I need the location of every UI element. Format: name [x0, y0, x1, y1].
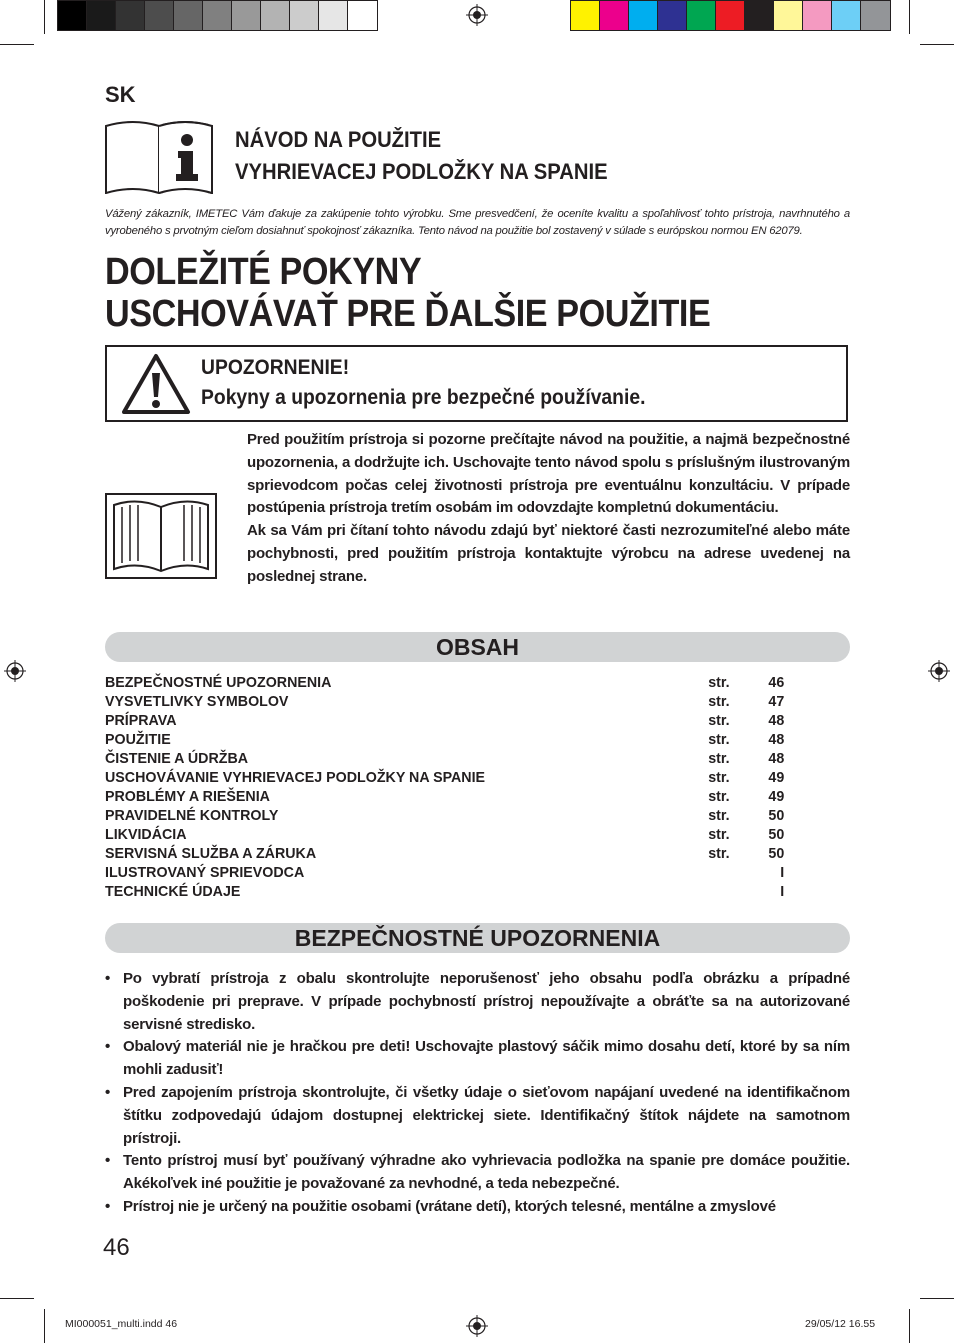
- crop-mark: [0, 1298, 34, 1299]
- color-swatch: [832, 1, 861, 30]
- toc-entry-title: BEZPEČNOSTNÉ UPOZORNENIA: [105, 674, 332, 691]
- warning-text: [201, 353, 645, 413]
- language-code: SK: [105, 82, 136, 107]
- registration-mark-icon: [466, 1315, 488, 1337]
- color-swatch: [571, 1, 600, 30]
- crop-mark: [44, 1309, 45, 1343]
- toc-entry-page: 49: [768, 788, 785, 805]
- registration-mark-icon: [928, 660, 950, 682]
- manual-title-line: VYHRIEVACEJ PODLOŽKY NA SPANIE: [235, 159, 608, 184]
- manual-title-line: NÁVOD NA POUŽITIE: [235, 127, 442, 152]
- color-swatch: [658, 1, 687, 30]
- toc-entry-page: 48: [768, 712, 785, 729]
- crop-mark: [920, 44, 954, 45]
- toc-entry-str: str.: [708, 788, 730, 805]
- toc-entry-title: VYSVETLIVKY SYMBOLOV: [105, 693, 289, 710]
- toc-entry-str: str.: [708, 674, 730, 691]
- read-instructions: [247, 429, 850, 589]
- toc-entry-str: str.: [708, 826, 730, 843]
- crop-mark: [44, 0, 45, 34]
- toc-entry-page: 47: [768, 693, 785, 710]
- color-swatch: [145, 1, 174, 30]
- toc-entry-str: str.: [708, 731, 730, 748]
- color-swatch: [58, 1, 87, 30]
- color-swatch: [716, 1, 745, 30]
- color-swatch: [687, 1, 716, 30]
- toc-entry-title: LIKVIDÁCIA: [105, 826, 187, 843]
- manual-title: [235, 124, 608, 188]
- toc-entry-title: PRAVIDELNÉ KONTROLY: [105, 807, 279, 824]
- footer-filename: MI000051_multi.indd 46: [65, 1318, 178, 1330]
- toc-row: [105, 844, 784, 863]
- color-swatch: [232, 1, 261, 30]
- table-of-contents: [105, 673, 784, 901]
- toc-entry-title: USCHOVÁVANIE VYHRIEVACEJ PODLOŽKY NA SPANIE: [105, 769, 486, 786]
- toc-entry-title: TECHNICKÉ ÚDAJE: [105, 883, 241, 900]
- main-heading-line: DOLEŽITÉ POKYNY: [105, 251, 422, 293]
- color-swatch: [861, 1, 890, 30]
- toc-entry-page: 50: [768, 807, 785, 824]
- safety-heading: BEZPEČNOSTNÉ UPOZORNENIA: [105, 923, 850, 953]
- toc-row: [105, 768, 784, 787]
- toc-row: [105, 882, 784, 901]
- crop-mark: [909, 1309, 910, 1343]
- warning-box: [105, 345, 848, 422]
- crop-mark: [909, 0, 910, 34]
- toc-entry-page: 48: [768, 731, 785, 748]
- toc-entry-title: PRÍPRAVA: [105, 712, 177, 729]
- toc-entry-page: I: [780, 883, 785, 900]
- read-manual-icon: [105, 493, 217, 579]
- read-paragraph: Pred použitím prístroja si pozorne prečítajte návod na použitie, a najmä bezpečnostné upozornenia, a dodržujte ich. Uschovajte tento návod spolu s príslušným ilustrovaným sprievodcom počas celej životnosti prístroja pre eventuálnu konzultáciu. V prípade postúpenia prístroja tretím osobám im odovzdajte kompletnú dokumentáciu.: [247, 431, 850, 517]
- toc-entry-page: 50: [768, 845, 785, 862]
- color-swatch: [745, 1, 774, 30]
- crop-mark: [0, 44, 34, 45]
- toc-entry-str: str.: [708, 712, 730, 729]
- toc-entry-str: str.: [708, 769, 730, 786]
- toc-entry-str: str.: [708, 845, 730, 862]
- toc-entry-str: [708, 863, 746, 882]
- color-swatch: [87, 1, 116, 30]
- toc-entry-str: [708, 882, 746, 901]
- color-swatch: [319, 1, 348, 30]
- toc-row: [105, 863, 784, 882]
- warning-triangle-icon: [121, 353, 191, 415]
- color-swatch: [803, 1, 832, 30]
- cmyk-color-bar: [570, 0, 891, 31]
- toc-entry-page: I: [780, 864, 785, 881]
- grayscale-color-bar: [57, 0, 378, 31]
- safety-item: • Prístroj nie je určený na použitie osobami (vrátane detí), ktorých telesné, mentálne a zmyslové: [105, 1196, 850, 1219]
- color-swatch: [261, 1, 290, 30]
- toc-row: [105, 825, 784, 844]
- toc-entry-str: str.: [708, 807, 730, 824]
- toc-row: [105, 673, 784, 692]
- color-swatch: [629, 1, 658, 30]
- read-paragraph: Ak sa Vám pri čítaní tohto návodu zdajú byť niektoré časti nezrozumiteľné alebo máte pochybnosti, pred použitím prístroja kontaktujte výrobcu na adrese uvedenej na poslednej strane.: [247, 522, 850, 585]
- warning-title: UPOZORNENIE!: [201, 356, 350, 379]
- toc-row: [105, 730, 784, 749]
- safety-item: • Obalový materiál nie je hračkou pre deti! Uschovajte plastový sáčik mimo dosahu detí, ktoré by sa ním mohli zadusiť!: [105, 1036, 850, 1082]
- page-number: 46: [103, 1234, 130, 1261]
- safety-list: [105, 968, 850, 1219]
- toc-row: [105, 749, 784, 768]
- toc-row: [105, 711, 784, 730]
- color-swatch: [600, 1, 629, 30]
- color-swatch: [203, 1, 232, 30]
- toc-entry-title: SERVISNÁ SLUŽBA A ZÁRUKA: [105, 845, 317, 862]
- toc-entry-title: PROBLÉMY A RIEŠENIA: [105, 788, 270, 805]
- toc-entry-page: 46: [768, 674, 785, 691]
- toc-entry-title: POUŽITIE: [105, 731, 171, 748]
- intro-text: Vážený zákazník, IMETEC Vám ďakuje za zakúpenie tohto výrobku. Sme presvedčení, že oceníte kvalitu a spoľahlivosť tohto prístroja, navrhnutého a vyrobeného s prvotným cieľom dosiahnuť spokojnosť zákazníka. Tento návod na použitie bol zostavený v súlade s európskou normou EN 62079.: [105, 208, 850, 237]
- footer-date: 29/05/12 16.55: [805, 1318, 876, 1330]
- color-swatch: [774, 1, 803, 30]
- color-swatch: [290, 1, 319, 30]
- crop-mark: [920, 1298, 954, 1299]
- info-manual-icon: [105, 118, 213, 194]
- toc-entry-page: 50: [768, 826, 785, 843]
- warning-subtitle: Pokyny a upozornenia pre bezpečné používanie.: [201, 386, 646, 409]
- toc-heading: OBSAH: [105, 632, 850, 662]
- safety-item: • Po vybratí prístroja z obalu skontrolujte neporušenosť jeho obsahu podľa obrázku a prípadné poškodenie pri preprave. V prípade pochybností prístroj nepoužívajte a obráťte sa na autorizované servisné stredisko.: [105, 968, 850, 1036]
- toc-row: [105, 692, 784, 711]
- toc-entry-title: ČISTENIE A ÚDRŽBA: [105, 750, 249, 767]
- toc-entry-page: 48: [768, 750, 785, 767]
- toc-row: [105, 806, 784, 825]
- color-swatch: [174, 1, 203, 30]
- color-swatch: [348, 1, 377, 30]
- registration-mark-icon: [466, 4, 488, 26]
- registration-mark-icon: [4, 660, 26, 682]
- main-heading: [105, 251, 710, 335]
- toc-entry-page: 49: [768, 769, 785, 786]
- toc-row: [105, 787, 784, 806]
- toc-entry-str: str.: [708, 693, 730, 710]
- safety-item: • Tento prístroj musí byť používaný výhradne ako vyhrievacia podložka na spanie pre domáce použitie. Akékoľvek iné použitie je považované za nevhodné, a teda nebezpečné.: [105, 1150, 850, 1196]
- toc-entry-title: ILUSTROVANÝ SPRIEVODCA: [105, 864, 305, 881]
- color-swatch: [116, 1, 145, 30]
- safety-item: • Pred zapojením prístroja skontrolujte, či všetky údaje o sieťovom napájaní uvedené na identifikačnom štítku zodpovedajú údajom dostupnej elektrickej siete. Identifikačný štítok nájdete na samotnom prístroji.: [105, 1082, 850, 1150]
- toc-entry-str: str.: [708, 750, 730, 767]
- main-heading-line: USCHOVÁVAŤ PRE ĎALŠIE POUŽITIE: [105, 293, 711, 335]
